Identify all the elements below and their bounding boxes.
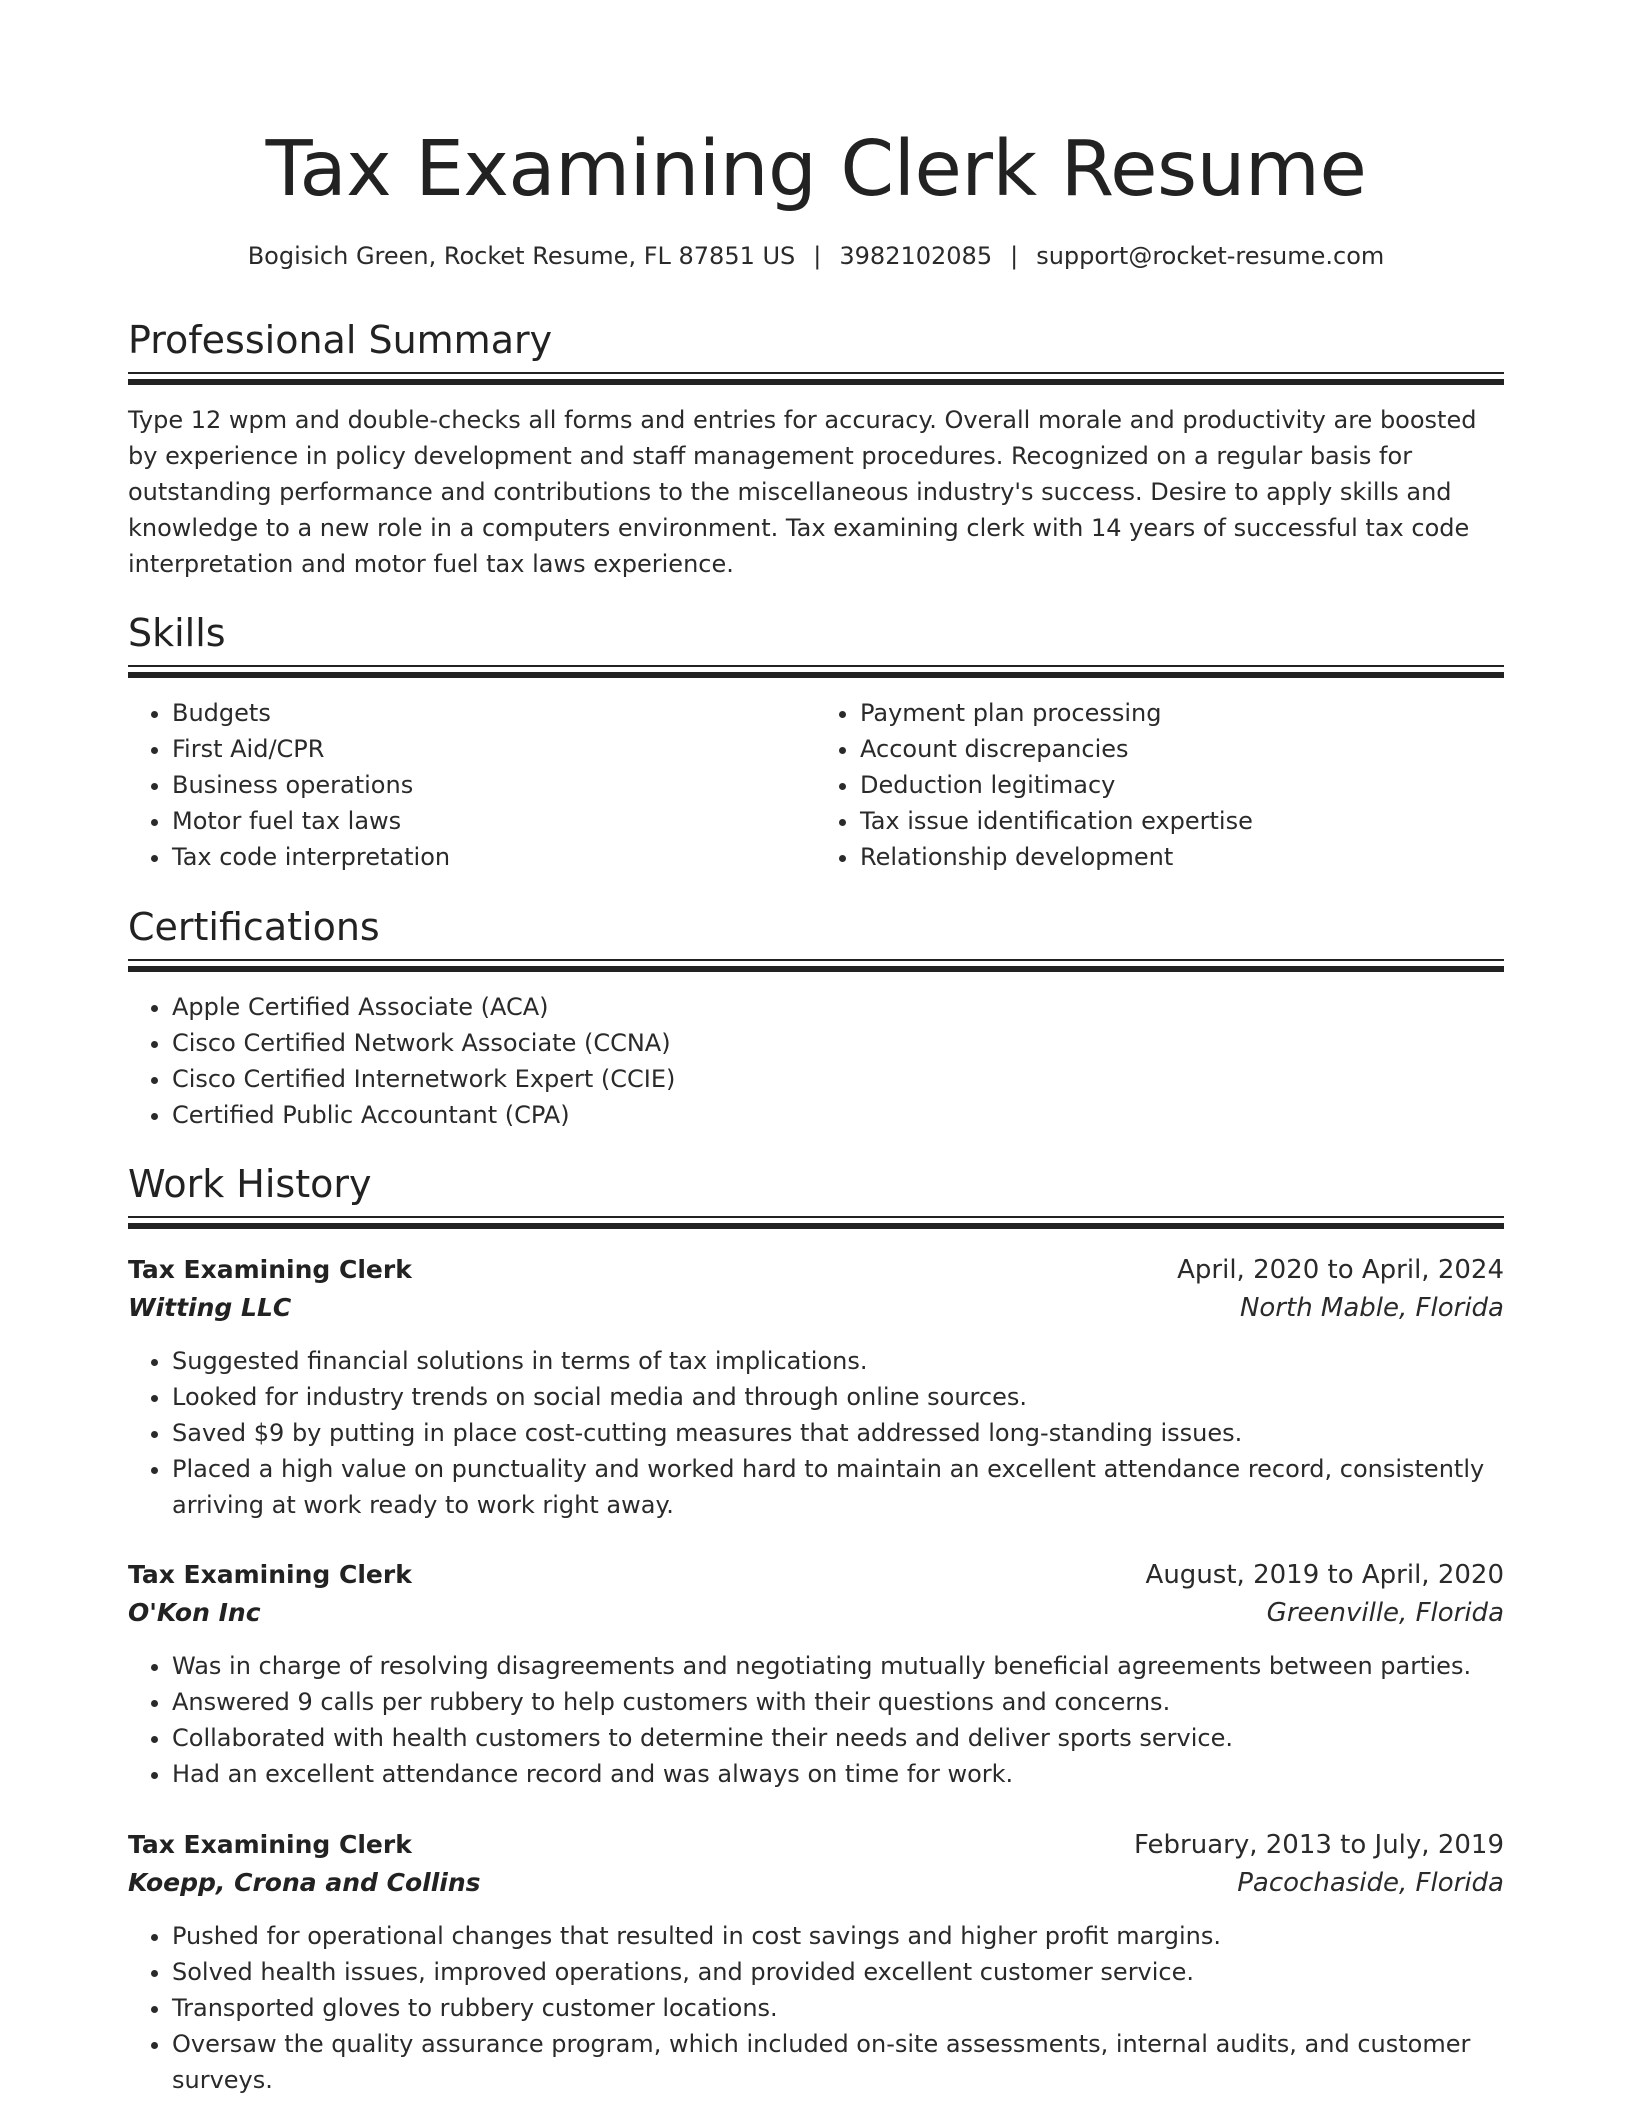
job-company: Koepp, Crona and Collins: [128, 1868, 481, 1897]
work-history-heading: Work History: [128, 1162, 372, 1206]
certification-item: • Apple Certified Associate (ACA): [172, 989, 1504, 1025]
job-header: [128, 1556, 1504, 1594]
job-company: O'Kon Inc: [128, 1598, 261, 1627]
contact-phone: 3982102085: [839, 242, 993, 270]
summary-heading: Professional Summary: [128, 318, 553, 362]
job-subheader: [128, 1594, 1504, 1632]
job-bullet: • Pushed for operational changes that resulted in cost savings and higher profit margins.: [172, 1918, 1504, 1954]
job-title: Tax Examining Clerk: [128, 1830, 412, 1859]
section-divider: [128, 959, 1504, 973]
skill-item: • Deduction legitimacy: [860, 767, 1504, 803]
skill-item: • Budgets: [172, 695, 816, 731]
skills-list-left: [128, 695, 816, 875]
job-subheader: [128, 1289, 1504, 1327]
contact-separator: |: [1010, 242, 1019, 270]
job-title: Tax Examining Clerk: [128, 1560, 412, 1589]
job-location: Pacochaside, Florida: [1237, 1868, 1504, 1898]
skill-item: • Motor fuel tax laws: [172, 803, 816, 839]
job-entry: [128, 1556, 1504, 1792]
job-title: Tax Examining Clerk: [128, 1255, 412, 1284]
job-bullet: • Oversaw the quality assurance program, which included on-site assessments, internal audits, and customer surveys.: [172, 2026, 1504, 2098]
job-bullet: • Looked for industry trends on social media and through online sources.: [172, 1379, 1504, 1415]
job-dates: February, 2013 to July, 2019: [1134, 1830, 1504, 1860]
job-bullet: • Was in charge of resolving disagreements and negotiating mutually beneficial agreements between parties.: [172, 1648, 1504, 1684]
job-location: North Mable, Florida: [1239, 1293, 1504, 1323]
skill-item: • Tax code interpretation: [172, 839, 816, 875]
skills-grid: [128, 695, 1504, 875]
certifications-list: [128, 989, 1504, 1133]
section-divider: [128, 372, 1504, 386]
section-divider: [128, 665, 1504, 679]
skills-section: [128, 609, 1504, 875]
summary-section: [128, 316, 1504, 582]
job-header: [128, 1826, 1504, 1864]
job-bullets: [128, 1648, 1504, 1792]
skill-item: • Business operations: [172, 767, 816, 803]
skill-item: • Tax issue identification expertise: [860, 803, 1504, 839]
job-bullet: • Saved $9 by putting in place cost-cutting measures that addressed long-standing issues.: [172, 1415, 1504, 1451]
work-history-section: [128, 1160, 1504, 1230]
skill-item: • Relationship development: [860, 839, 1504, 875]
skill-item: • Payment plan processing: [860, 695, 1504, 731]
skills-heading: Skills: [128, 611, 226, 655]
job-bullet: • Answered 9 calls per rubbery to help customers with their questions and concerns.: [172, 1684, 1504, 1720]
job-bullet: • Collaborated with health customers to determine their needs and deliver sports service.: [172, 1720, 1504, 1756]
job-bullets: [128, 1918, 1504, 2098]
contact-email: support@rocket-resume.com: [1036, 242, 1385, 270]
job-bullets: [128, 1343, 1504, 1523]
certification-item: • Certified Public Accountant (CPA): [172, 1097, 1504, 1133]
job-company: Witting LLC: [128, 1293, 292, 1322]
skills-list-right: [816, 695, 1504, 875]
job-entry: [128, 1826, 1504, 2098]
job-bullet: • Transported gloves to rubbery customer locations.: [172, 1990, 1504, 2026]
job-bullet: • Placed a high value on punctuality and worked hard to maintain an excellent attendance record, consistently arriving at work ready to work right away.: [172, 1451, 1504, 1523]
certifications-heading: Certifications: [128, 905, 380, 949]
contact-address: Bogisich Green, Rocket Resume, FL 87851 US: [247, 242, 796, 270]
contact-line: [128, 240, 1504, 272]
job-entry: [128, 1251, 1504, 1523]
certification-item: • Cisco Certified Internetwork Expert (CCIE): [172, 1061, 1504, 1097]
job-subheader: [128, 1864, 1504, 1902]
job-dates: April, 2020 to April, 2024: [1177, 1255, 1504, 1285]
job-bullet: • Solved health issues, improved operations, and provided excellent customer service.: [172, 1954, 1504, 1990]
job-bullet: • Had an excellent attendance record and was always on time for work.: [172, 1756, 1504, 1792]
resume-title: Tax Examining Clerk Resume: [265, 125, 1367, 214]
summary-text: Type 12 wpm and double-checks all forms and entries for accuracy. Overall morale and productivity are boosted by experience in policy development and staff management procedures. Recognized on a regular basis for outstanding performance and contributions to the miscellaneous industry's success. Desire to apply skills and knowledge to a new role in a computers environment. Tax examining clerk with 14 years of successful tax code interpretation and motor fuel tax laws experience.: [128, 406, 1477, 578]
skill-item: • Account discrepancies: [860, 731, 1504, 767]
job-bullet: • Suggested financial solutions in terms of tax implications.: [172, 1343, 1504, 1379]
job-location: Greenville, Florida: [1266, 1598, 1504, 1628]
skill-item: • First Aid/CPR: [172, 731, 816, 767]
certifications-section: [128, 903, 1504, 1133]
contact-separator: |: [813, 242, 822, 270]
section-divider: [128, 1216, 1504, 1230]
job-dates: August, 2019 to April, 2020: [1145, 1560, 1504, 1590]
job-header: [128, 1251, 1504, 1289]
certification-item: • Cisco Certified Network Associate (CCNA): [172, 1025, 1504, 1061]
